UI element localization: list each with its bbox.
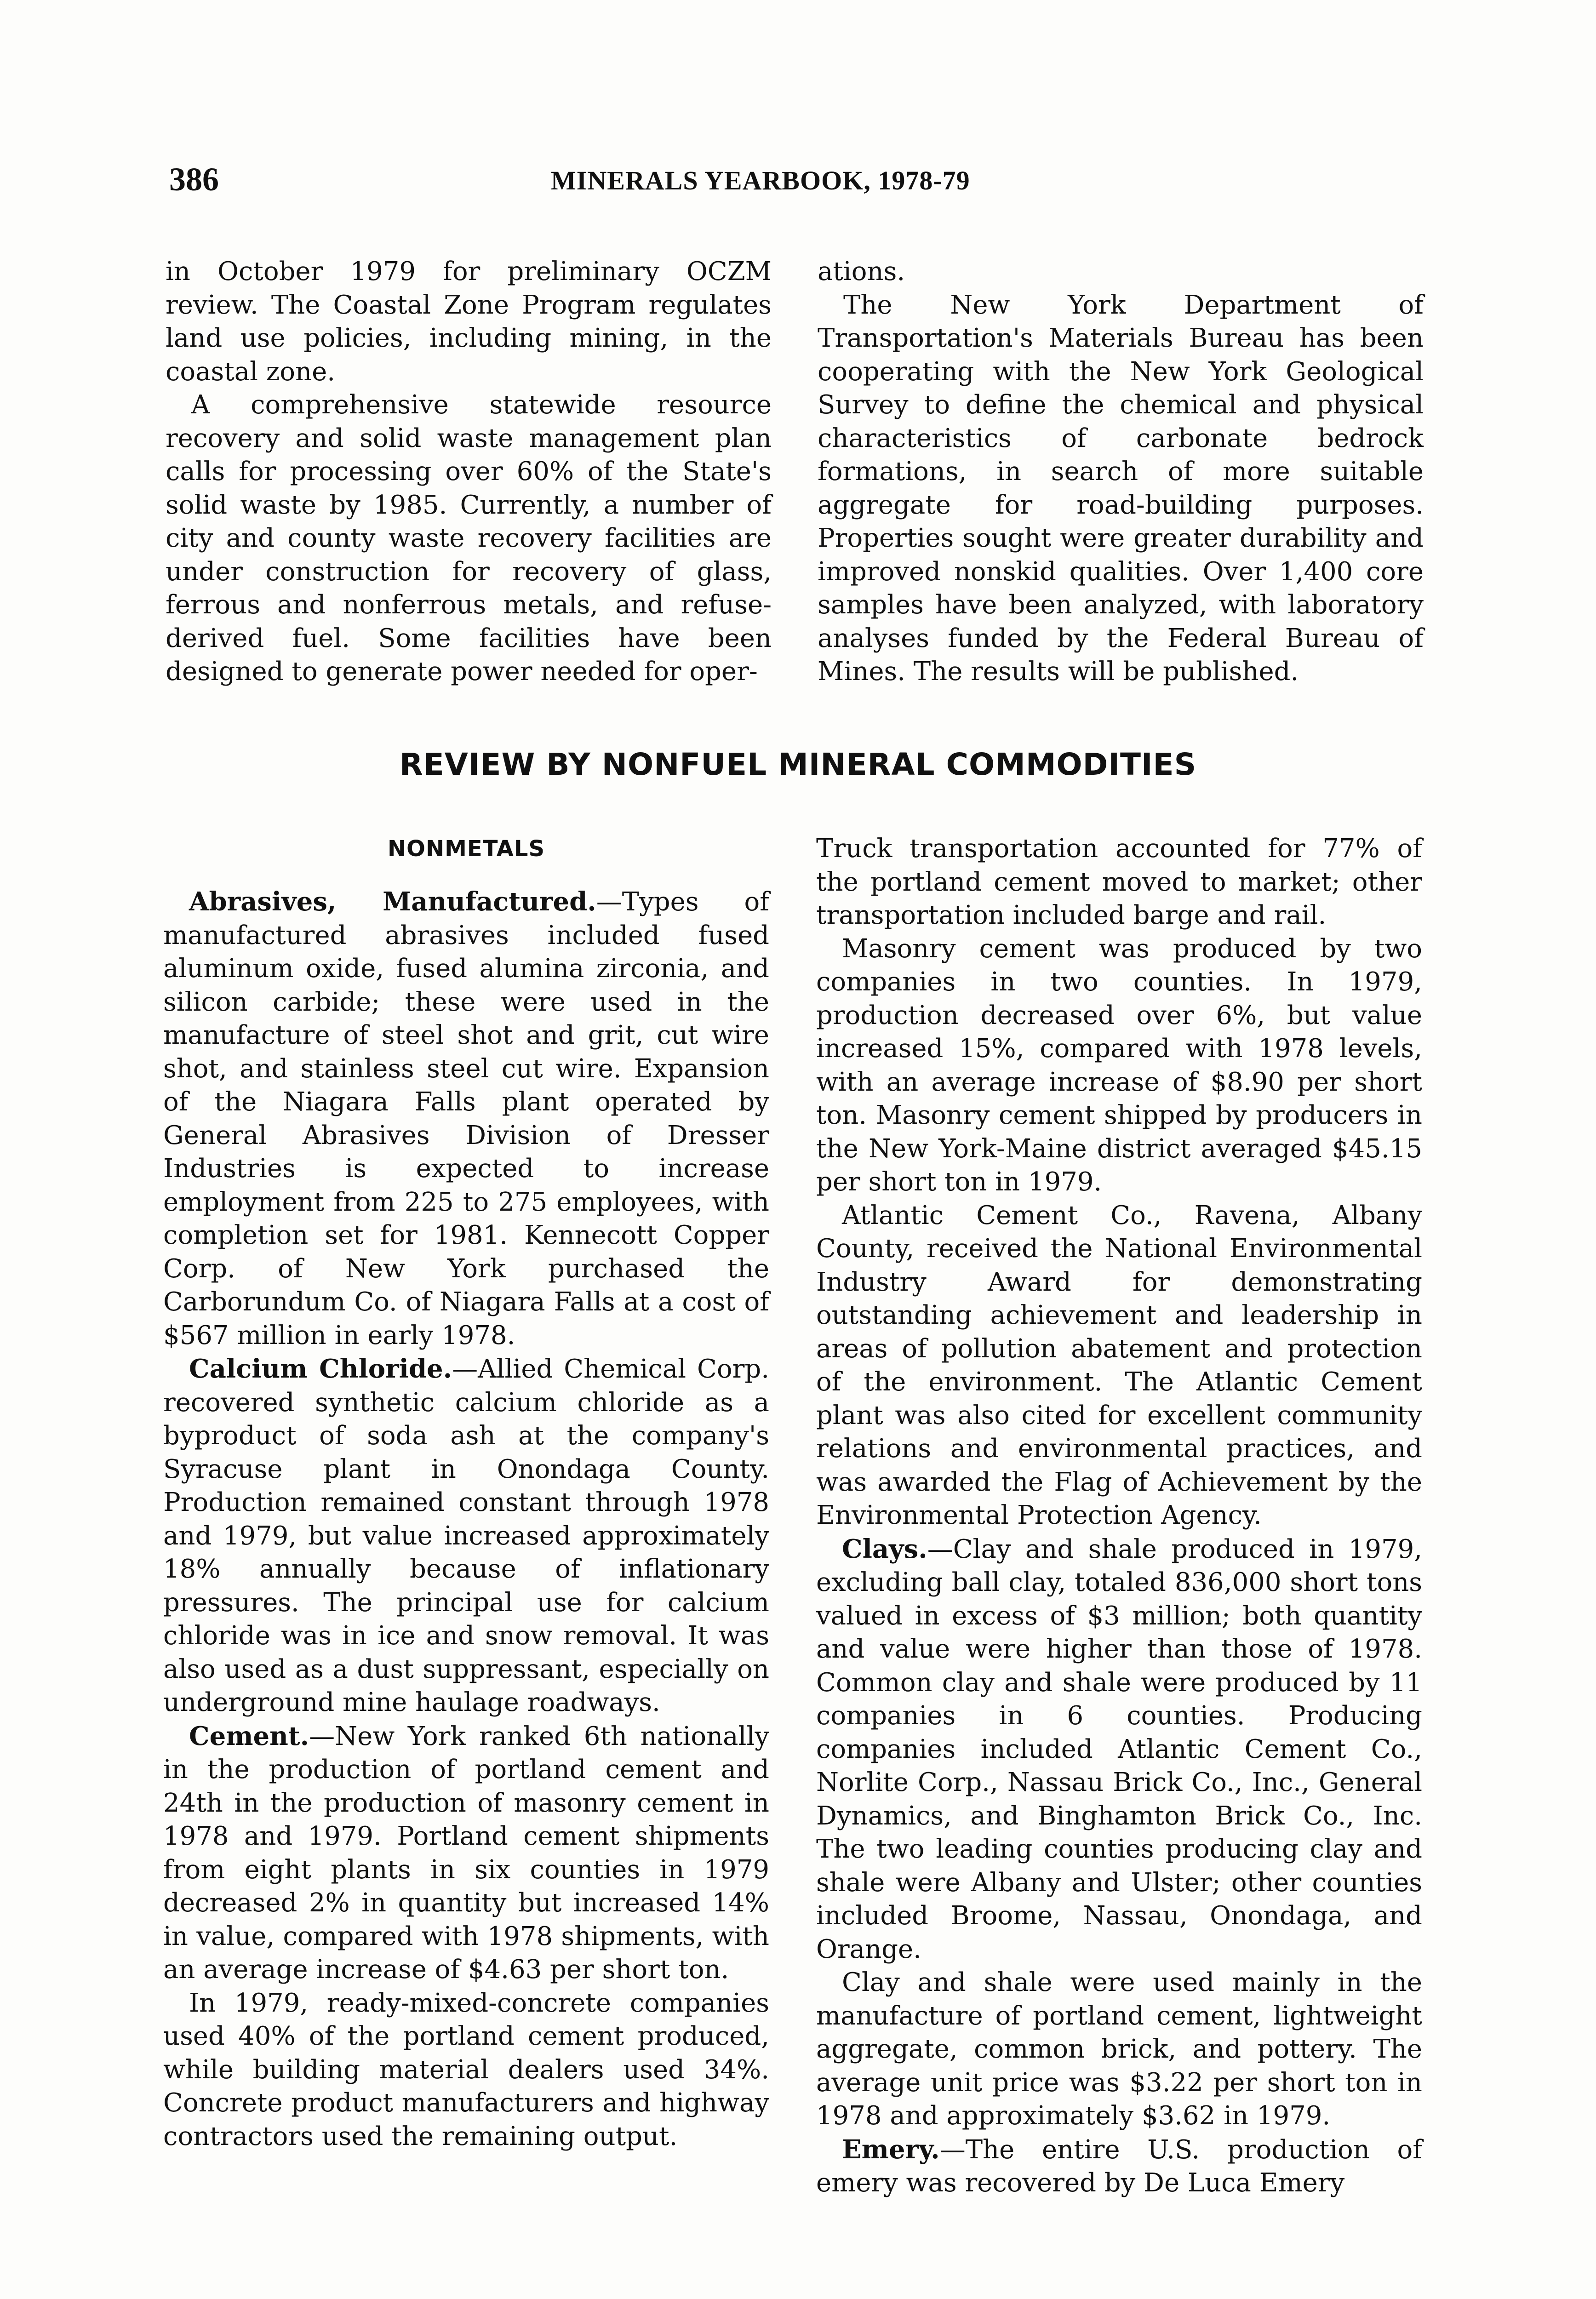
paragraph-text: —Types of manufactured abrasives included fused aluminum oxide, fused alumina zirconia, and silicon carbide; these were used in the manufacture of steel shot and grit, cut wire shot, and stainless steel cut wire. Expansion of the Niagara Falls plant operated by General Abrasives Division of Dresser Industries is expected to increase employment from 225 to 275 employees, with completion set for 1981. Kennecott Copper Corp. of New York purchased the Carborundum Co. of Niagara Falls at a cost of $567 million in early 1978. — [163, 887, 769, 1350]
lower-left-column — [163, 885, 769, 2153]
paragraph: Clay and shale were used mainly in the manufacture of portland cement, lightweight aggregate, common brick, and pottery. The average unit price was $3.22 per short ton in 1978 and approximately $3.62 in 1979. — [816, 1967, 1422, 2131]
run-in-heading: Cement. — [189, 1721, 309, 1751]
paragraph: Atlantic Cement Co., Ravena, Albany County, received the National Environmental Industry Award for demonstrating outstanding achievement and leadership in areas of pollution abatement and protection of the environment. The Atlantic Cement plant was also cited for excellent community relations and environmental practices, and was awarded the Flag of Achievement by the Environmental Protection Agency. — [816, 1200, 1422, 1530]
journal-title: MINERALS YEARBOOK, 1978-79 — [551, 166, 970, 195]
run-in-heading: Emery. — [842, 2134, 940, 2165]
paragraph-emery — [816, 2133, 1422, 2200]
upper-right-column — [818, 255, 1424, 689]
paragraph-text: —The entire U.S. production of emery was recovered by De Luca Emery — [816, 2134, 1422, 2198]
run-in-heading: Clays. — [842, 1533, 927, 1564]
paragraph: The New York Department of Transportation's Materials Bureau has been cooperating with the New York Geological Survey to define the chemical and physical characteristics of carbonate bedrock formations, in search of more suitable aggregate for road-building purposes. Properties sought were greater durability and improved nonskid qualities. Over 1,400 core samples have been analyzed, with laboratory analyses funded by the Federal Bureau of Mines. The results will be published. — [818, 290, 1424, 686]
paragraph: Truck transportation accounted for 77% of the portland cement moved to market; other transportation included barge and rail. — [816, 834, 1422, 930]
paragraph: in October 1979 for preliminary OCZM review. The Coastal Zone Program regulates land use policies, including mining, in the coastal zone. — [166, 257, 772, 387]
paragraph: In 1979, ready-mixed-concrete companies used 40% of the portland cement produced, while building material dealers used 34%. Concrete product manufacturers and highway contractors used the remaining output. — [163, 1988, 769, 2151]
paragraph: Masonry cement was produced by two companies in two counties. In 1979, production decreased over 6%, but value increased 15%, compared with 1978 levels, with an average increase of $8.90 per short ton. Masonry cement shipped by producers in the New York-Maine district averaged $45.15 per short ton in 1979. — [816, 933, 1422, 1197]
paragraph-abrasives — [163, 885, 769, 1352]
paragraph-clays — [816, 1533, 1422, 1967]
paragraph-text: —Clay and shale produced in 1979, excluding ball clay, totaled 836,000 short tons valued in excess of $3 million; both quantity and value were higher than those of 1978. Common clay and shale were produced by 11 companies in 6 counties. Producing companies included Atlantic Cement Co., Norlite Corp., Nassau Brick Co., Inc., General Dynamics, and Binghamton Brick Co., Inc. The two leading counties producing clay and shale were Albany and Ulster; other counties included Broome, Nassau, Onondaga, and Orange. — [816, 1534, 1422, 1964]
page-number: 386 — [169, 161, 219, 198]
upper-left-column — [166, 255, 772, 689]
lower-right-column — [816, 832, 1422, 2200]
paragraph: ations. — [818, 257, 905, 286]
section-title: REVIEW BY NONFUEL MINERAL COMMODITIES — [399, 747, 1197, 782]
run-in-heading: Calcium Chloride. — [189, 1354, 452, 1384]
paragraph: A comprehensive statewide resource recovery and solid waste management plan calls for processing over 60% of the State's solid waste by 1985. Currently, a number of city and county waste recovery facilities are under construction for recovery of glass, ferrous and nonferrous metals, and refuse-derived fuel. Some facilities have been designed to generate power needed for oper- — [166, 390, 772, 686]
run-in-heading: Abrasives, Manufactured. — [189, 886, 596, 917]
paragraph-cement — [163, 1720, 769, 1987]
running-head — [169, 159, 1434, 200]
paragraph-calcium-chloride — [163, 1352, 769, 1720]
paragraph-text: —Allied Chemical Corp. recovered synthetic calcium chloride as a byproduct of soda ash at the company's Syracuse plant in Onondaga County. Production remained constant through 1978 and 1979, but value increased approximately 18% annually because of inflationary pressures. The principal use for calcium chloride was in ice and snow removal. It was also used as a dust suppressant, especially on underground mine haulage roadways. — [163, 1354, 770, 1717]
subsection-title: NONMETALS — [387, 836, 545, 862]
paragraph-text: —New York ranked 6th nationally in the production of portland cement and 24th in the production of masonry cement in 1978 and 1979. Portland cement shipments from eight plants in six counties in 1979 decreased 2% in quantity but increased 14% in value, compared with 1978 shipments, with an average increase of $4.63 per short ton. — [163, 1721, 769, 1984]
